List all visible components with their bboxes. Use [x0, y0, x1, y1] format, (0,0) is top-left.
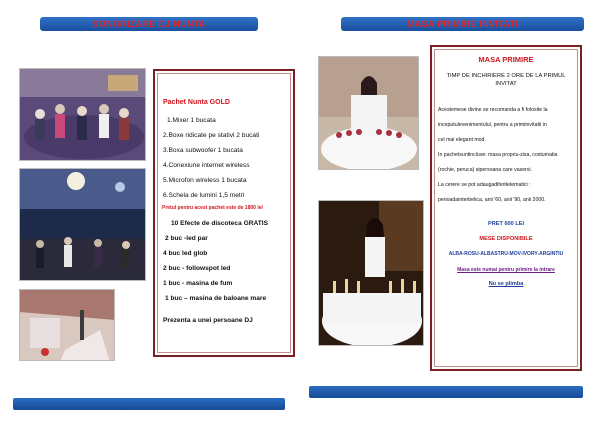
hostess-champagne-image	[319, 201, 424, 346]
package-item-5: 5.Microfon wireless 1 bucata	[163, 177, 247, 184]
extra-item-4: 1 buc - masina de fum	[163, 280, 233, 287]
table-colors: ALBA-ROSU-ALBASTRU-MOV-IVORY-ARGINTIU	[448, 251, 564, 257]
entrance-note: Masa este numai pentru primire la intrare	[457, 267, 555, 273]
left-banner	[40, 17, 258, 31]
package-item-2: 2.Boxe ridicate pe stativi 2 bucati	[163, 132, 260, 139]
package-item-4: 4.Conexiune internet wireless	[163, 162, 250, 169]
description-line-2: inceputulevenimentului, pentru a primiinvitatii in	[438, 122, 547, 128]
extra-item-2: 4 buc led glob	[163, 250, 208, 257]
party-lights-photo	[19, 168, 146, 281]
package-gratis: 10 Efecte de discoteca GRATIS	[171, 220, 268, 227]
rental-time: TIMP DE INCHIRIERE 2 ORE DE LA PRIMUL INVITAT	[446, 73, 566, 87]
welcome-table-box	[430, 45, 582, 371]
right-footer-bar	[309, 386, 583, 398]
description-line-4: In pachetsuntincluse: masa propriu-zisa, costumatia	[438, 152, 558, 158]
no-walking-note: Nu se plimba	[488, 281, 524, 287]
description-line-5: (rochie, peruca) sipersoana care vaservi.	[438, 167, 532, 173]
extra-item-3: 2 buc - followspot led	[163, 265, 231, 272]
package-item-1: 1.Mixer 1 bucata	[167, 117, 216, 124]
right-banner	[341, 17, 584, 31]
description-line-6: La cerere se pot adaugadiferitetematici :	[438, 182, 531, 188]
dj-presence: Prezenta a unei persoane DJ	[163, 317, 253, 324]
right-banner-title: MASA PRIMIRE INVITATI	[406, 19, 519, 29]
price: PRET 600 LEI	[487, 221, 525, 227]
party-lights-image	[20, 169, 146, 281]
package-price: Pretul pentru acest pachet este de 1800 lei	[162, 205, 263, 211]
hostess-table-photo	[318, 56, 419, 170]
dance-floor-photo	[19, 68, 146, 161]
hostess-champagne-photo	[318, 200, 424, 346]
available-tables: MESE DISPONIBILE	[479, 236, 533, 242]
dj-setup-photo	[19, 289, 115, 361]
left-footer-bar	[13, 398, 285, 410]
extra-item-1: 2 buc -led par	[165, 235, 208, 242]
description-line-3: cel mai elegant mod.	[438, 137, 486, 143]
left-banner-title: SONORIZARE DJ NUNTA	[92, 19, 206, 29]
extra-item-5: 1 buc – masina de baloane mare	[165, 295, 267, 302]
hostess-table-image	[319, 57, 419, 170]
package-title: Pachet Nunta GOLD	[163, 99, 230, 106]
package-item-3: 3.Boxa subwoofer 1 bucata	[163, 147, 243, 154]
description-line-7: perioadainterbelica, anii '60, anii '90, anii 2000.	[438, 197, 546, 203]
description-line-1: Acestemese divine se recomanda a fi folosite la	[438, 107, 548, 113]
dance-floor-image	[20, 69, 146, 161]
wedding-package-box	[153, 69, 295, 357]
package-item-6: 6.Schela de lumini 1,5 metri	[163, 192, 245, 199]
welcome-table-title: MASA PRIMIRE	[478, 55, 534, 64]
dj-setup-image	[20, 290, 115, 361]
